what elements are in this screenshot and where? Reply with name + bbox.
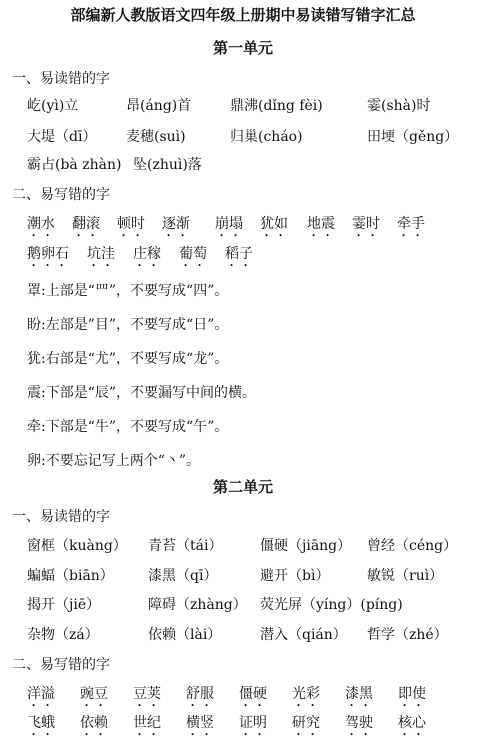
read-item: 屹(yì)立 bbox=[27, 98, 79, 114]
stroke-note: 犹:右部是“尤”，不要写成“龙”。 bbox=[27, 351, 229, 367]
stroke-note: 卵:不要忘记写上两个“丶”。 bbox=[27, 453, 201, 469]
read-item: 窗框（kuàng） bbox=[27, 538, 127, 554]
write-item: 横竖 bbox=[186, 715, 214, 731]
write-item: 稻子 bbox=[225, 246, 253, 262]
unit-2-write-heading: 二、易写错的字 bbox=[12, 657, 110, 673]
read-item: 潜入（qián） bbox=[260, 627, 347, 643]
read-item: 僵硬（jiāng） bbox=[260, 538, 352, 554]
write-item: 霎时 bbox=[352, 216, 380, 232]
write-item: 飞蛾 bbox=[27, 715, 55, 731]
write-item: 洋溢 bbox=[27, 686, 55, 702]
unit-2-write-row bbox=[0, 683, 486, 703]
unit-2-title: 第二单元 bbox=[212, 478, 273, 496]
write-item: 翻滚 bbox=[72, 216, 100, 232]
unit-2-read-row bbox=[0, 565, 486, 585]
write-item: 证明 bbox=[239, 715, 267, 731]
stroke-note: 罩:上部是“罒”，不要写成“四”。 bbox=[27, 283, 229, 299]
unit-1-read-row bbox=[0, 95, 486, 115]
write-item: 鹅卵石 bbox=[27, 246, 69, 262]
unit-1-read-row bbox=[0, 126, 486, 146]
write-item: 牵手 bbox=[397, 216, 425, 232]
read-item: 避开（bì） bbox=[260, 568, 330, 584]
write-item: 豆荚 bbox=[133, 686, 161, 702]
read-item: 敏锐（ruì） bbox=[367, 568, 444, 584]
write-item: 驾驶 bbox=[345, 715, 373, 731]
stroke-note: 盼:左部是”目”，不要写成“日”。 bbox=[27, 317, 229, 333]
read-item: 揭开（jiē） bbox=[27, 597, 101, 613]
unit-1-write-row bbox=[0, 213, 486, 233]
read-item: 坠(zhuì)落 bbox=[133, 157, 202, 173]
document-title: 部编新人教版语文四年级上册期中易读错写错字汇总 bbox=[70, 6, 416, 24]
read-item: 鼎沸(dǐng fèi) bbox=[230, 98, 323, 114]
read-item: 昂(áng)首 bbox=[126, 98, 192, 114]
read-item: 哲学（zhé） bbox=[367, 627, 448, 643]
write-item: 地震 bbox=[307, 216, 335, 232]
write-item: 顿时 bbox=[117, 216, 145, 232]
read-item: 青苔（tái） bbox=[148, 538, 223, 554]
write-item: 光彩 bbox=[292, 686, 320, 702]
write-item: 即使 bbox=[398, 686, 426, 702]
write-item: 豌豆 bbox=[80, 686, 108, 702]
write-item: 舒服 bbox=[186, 686, 214, 702]
read-item: 麦穗(suì) bbox=[126, 129, 186, 145]
unit-1-title: 第一单元 bbox=[212, 39, 273, 57]
read-item: 归巢(cháo) bbox=[230, 129, 303, 145]
unit-1-write-heading: 二、易写错的字 bbox=[12, 187, 110, 203]
write-item: 研究 bbox=[292, 715, 320, 731]
unit-2-write-row bbox=[0, 712, 486, 732]
read-item: 霎(shà)时 bbox=[367, 98, 431, 114]
unit-2-read-row bbox=[0, 624, 486, 644]
write-item: 僵硬 bbox=[239, 686, 267, 702]
read-item: 依赖（lài） bbox=[148, 627, 222, 643]
unit-2-read-row bbox=[0, 594, 486, 614]
read-item: 障碍（zhàng） bbox=[148, 597, 247, 613]
unit-2-read-row bbox=[0, 535, 486, 555]
read-item: 大堤（dī） bbox=[27, 129, 97, 145]
write-item: 崩塌 bbox=[215, 216, 243, 232]
write-item: 漆黑 bbox=[345, 686, 373, 702]
read-item: 蝙蝠（biān） bbox=[27, 568, 114, 584]
write-item: 逐渐 bbox=[162, 216, 190, 232]
write-item: 潮水 bbox=[27, 216, 55, 232]
write-item: 犹如 bbox=[260, 216, 288, 232]
write-item: 世纪 bbox=[133, 715, 161, 731]
read-item: 杂物（zá） bbox=[27, 627, 99, 643]
read-item: 漆黑（qī） bbox=[148, 568, 218, 584]
read-item: 曾经（céng） bbox=[367, 538, 458, 554]
write-item: 依赖 bbox=[80, 715, 108, 731]
unit-2-read-heading: 一、易读错的字 bbox=[12, 509, 110, 525]
read-item: 田埂（gěng） bbox=[367, 129, 459, 145]
unit-1-write-row bbox=[0, 243, 486, 263]
read-item: 荧光屏（yíng）(píng) bbox=[260, 597, 403, 613]
write-item: 核心 bbox=[398, 715, 426, 731]
stroke-note: 震:下部是“辰”，不要漏写中间的横。 bbox=[27, 385, 257, 401]
write-item: 庄稼 bbox=[133, 246, 161, 262]
unit-1-read-heading: 一、易读错的字 bbox=[12, 71, 110, 87]
write-item: 坑洼 bbox=[87, 246, 115, 262]
unit-1-read-row bbox=[0, 154, 486, 174]
read-item: 霸占(bà zhàn) bbox=[27, 157, 122, 173]
write-item: 葡萄 bbox=[179, 246, 207, 262]
stroke-note: 牵:下部是“牛”，不要写成“午”。 bbox=[27, 419, 229, 435]
